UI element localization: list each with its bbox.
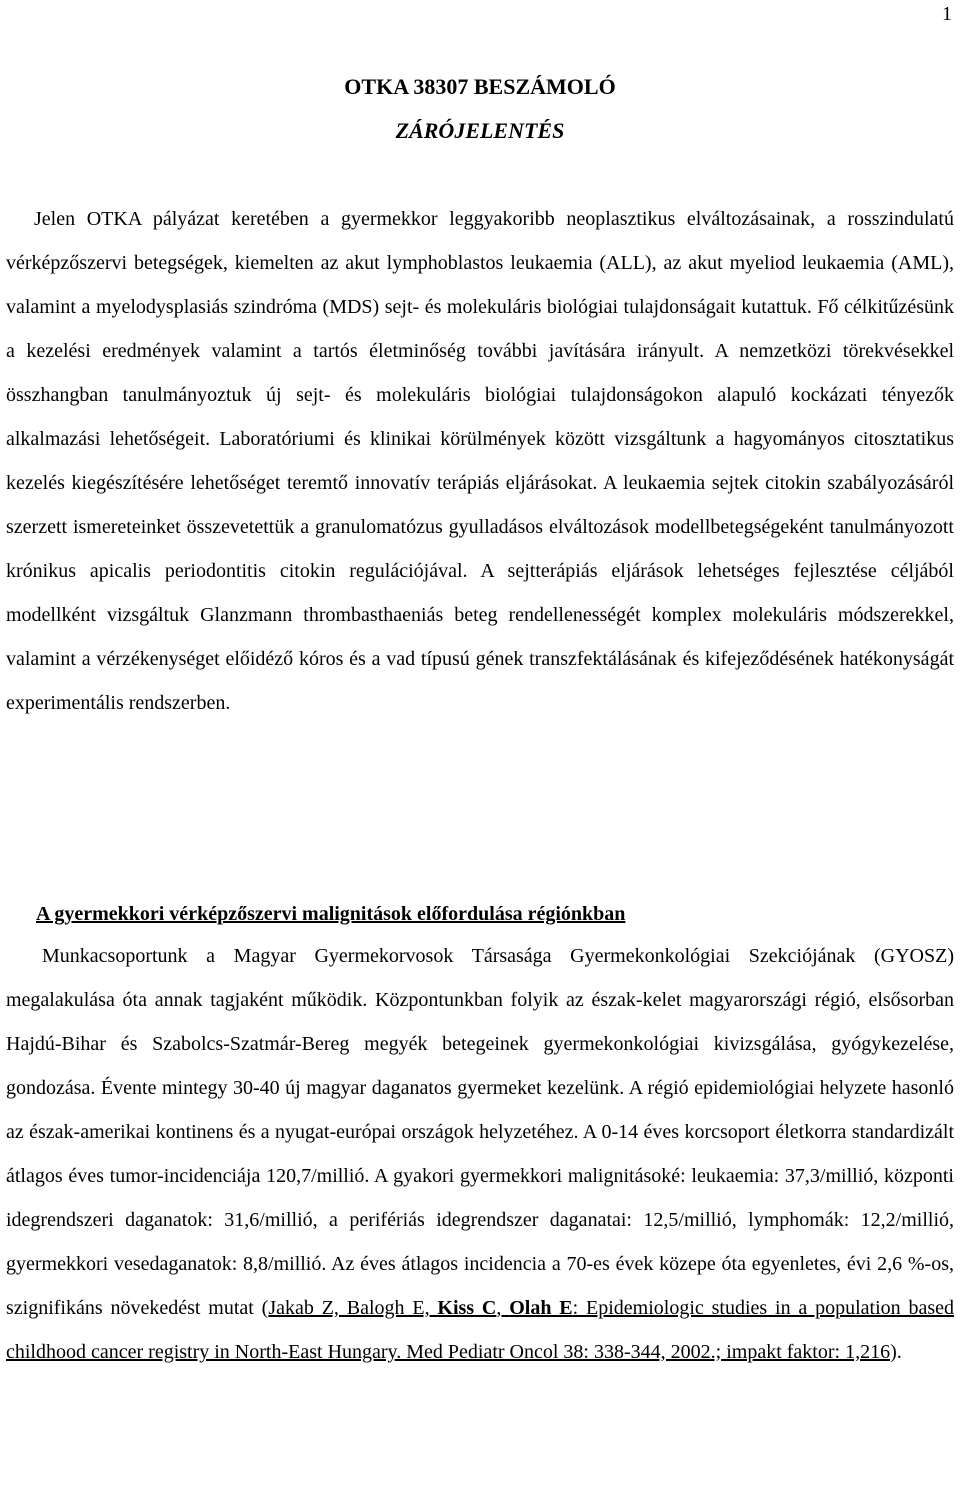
section-body-text: Munkacsoportunk a Magyar Gyermekorvosok Társasága Gyermekonkológiai Szekciójának (GYOSZ) megalakulása óta annak tagjaként működik. Központunkban folyik az észak-kelet magyarországi régió, elsősorban Hajdú-Bihar és Szabolcs-Szatmár-Bereg megyék betegeinek gyermekonkológiai kivizsgálása, gyógykezelése, gondozása. Évente mintegy 30-40 új magyar daganatos gyermeket kezelünk. A régió epidemiológiai helyzete hasonló az észak-amerikai kontinens és a nyugat-európai országok helyzetéhez. A 0-14 éves korcsoport életkorra standardizált átlagos éves tumor-incidenciája 120,7/millió. A gyakori gyermekkori malignitásoké: leukaemia: 37,3/millió, központi idegrendszeri daganatok: 31,6/millió, a perifériás idegrendszer daganatai: 12,5/millió, lymphomák: 12,2/millió, gyermekkori vesedaganatok: 8,8/millió. Az éves átlagos incidencia a 70-es évek közepe óta egyenletes, évi 2,6 %-os, szignifikáns növekedést mutat ( xyxy=(6,945,954,1319)
report-subtitle: ZÁRÓJELENTÉS xyxy=(395,118,565,143)
reference-details: : Epidemiologic studies in a population based childhood cancer registry in North-East Hungary. Med Pediatr Oncol 38: 338-344, 2002.; impakt faktor: 1,216 xyxy=(6,1297,955,1363)
section-closing: ). xyxy=(890,1341,902,1363)
section-heading: A gyermekkori vérképzőszervi malignitások előfordulása régiónkban xyxy=(36,903,626,925)
reference-separator: , xyxy=(496,1297,510,1319)
section-paragraph xyxy=(6,934,954,1374)
report-title: OTKA 38307 BESZÁMOLÓ xyxy=(344,74,616,99)
reference-author-kiss: Kiss C xyxy=(437,1297,497,1319)
reference-authors: Jakab Z, Balogh E, xyxy=(268,1297,438,1319)
page-number: 1 xyxy=(942,3,952,25)
intro-paragraph: Jelen OTKA pályázat keretében a gyermekkor leggyakoribb neoplasztikus elváltozásainak, a rosszindulatú vérképzőszervi betegségek, kiemelten az akut lymphoblastos leukaemia (ALL), az akut myeliod leukaemia (AML), valamint a myelodysplasiás szindróma (MDS) sejt- és molekuláris biológiai tulajdonságait kutattuk. Fő célkitűzésünk a kezelési eredmények valamint a tartós életminőség további javítására irányult. A nemzetközi törekvésekkel összhangban tanulmányoztuk új sejt- és molekuláris biológiai tulajdonságokon alapuló kockázati tényezők alkalmazási lehetőségeit. Laboratóriumi és klinikai körülmények között vizsgáltunk a hagyományos citosztatikus kezelés kiegészítésére lehetőséget teremtő innovatív terápiás eljárásokat. A leukaemia sejtek citokin szabályozásáról szerzett ismereteinket összevetettük a granulomatózus gyulladásos elváltozások modellbetegségeként tanulmányozott krónikus apicalis periodontitis citokin regulációjával. A sejtterápiás eljárások lehetséges fejlesztése céljából modellként vizsgáltuk Glanzmann thrombasthaeniás beteg rendellenességét komplex molekuláris módszerekkel, valamint a vérzékenységet előidéző kóros és a vad típusú gének transzfektálásának és kifejeződésének hatékonyságát experimentális rendszerben. xyxy=(6,208,954,714)
reference-author-olah: Olah E xyxy=(509,1297,573,1319)
